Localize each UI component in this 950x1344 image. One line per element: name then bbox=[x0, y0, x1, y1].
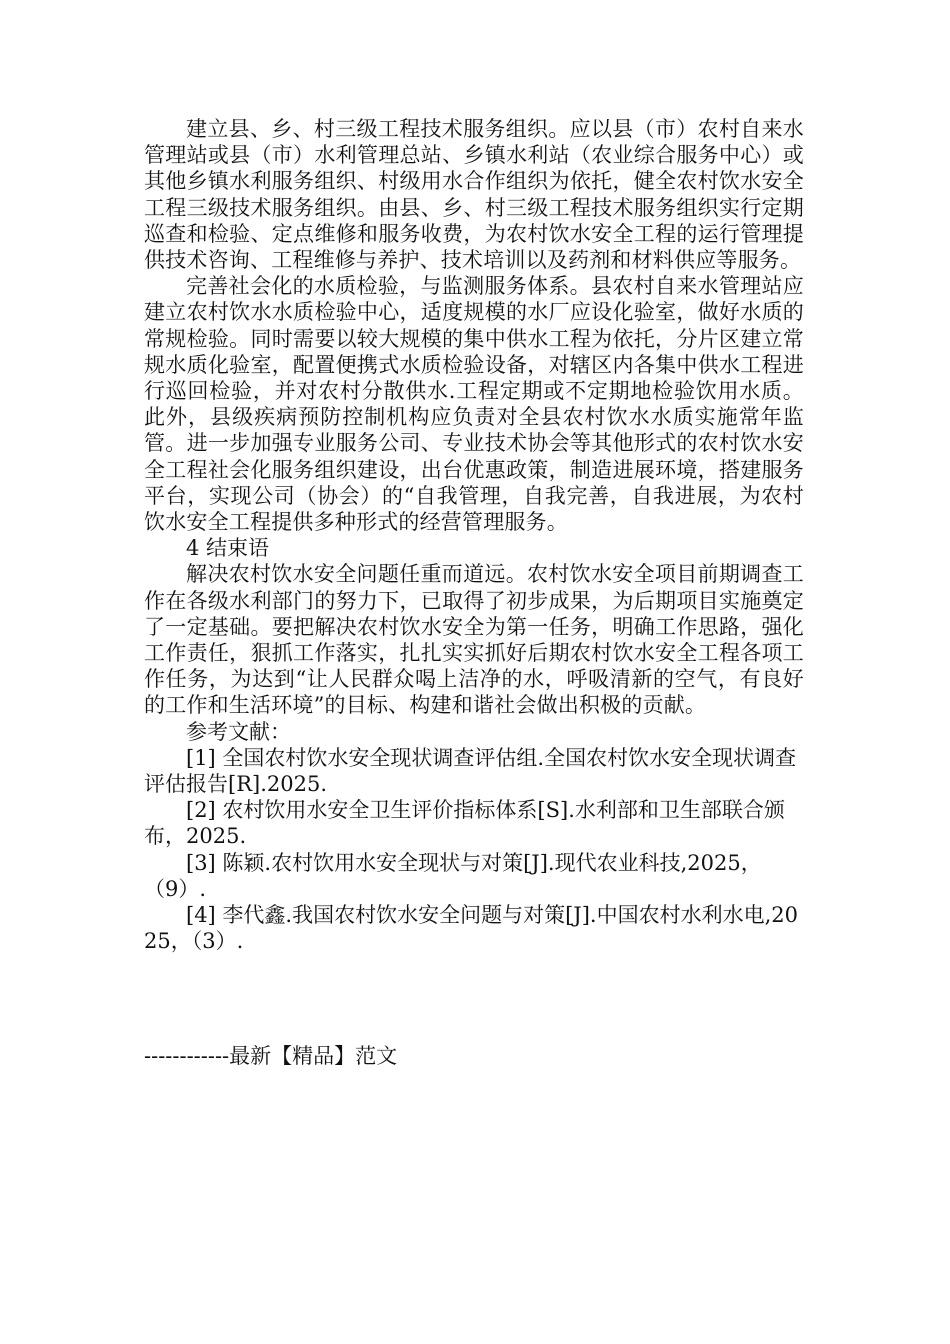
section-heading-conclusion: 4 结束语 bbox=[186, 536, 270, 561]
reference-item-4: [4] 李代鑫.我国农村饮水安全问题与对策[J].中国农村水利水电,2025，（3）. bbox=[144, 903, 798, 954]
reference-item-1: [1] 全国农村饮水安全现状调查评估组.全国农村饮水安全现状调查评估报告[R].2025. bbox=[144, 745, 797, 797]
reference-item-2: [2] 农村饮用水安全卫生评价指标体系[S].水利部和卫生部联合颁布，2025. bbox=[144, 798, 785, 849]
paragraph-conclusion: 解决农村饮水安全问题任重而道远。农村饮水安全项目前期调查工作在各级水利部门的努力下，已取得了初步成果，为后期项目实施奠定了一定基础。要把解决农村饮水安全为第一任务，明确工作思路，强化工作责任，狠抓工作落实，扎扎实实抓好后期农村饮水安全工程各项工作任务，为达到“让人民群众喝上洁净的水，呼吸清新的空气，有良好的工作和生活环境”的目标、构建和谐社会做出积极的贡献。 bbox=[144, 562, 804, 718]
document-body bbox=[144, 116, 804, 955]
page-footer: ------------最新【精品】范文 bbox=[144, 1044, 398, 1068]
references-title: 参考文献： bbox=[186, 719, 291, 744]
reference-item-3: [3] 陈颖.农村饮用水安全现状与对策[J].现代农业科技,2025，（9）. bbox=[144, 850, 762, 901]
paragraph-technical-service: 建立县、乡、村三级工程技术服务组织。应以县（市）农村自来水管理站或县（市）水利管理总站、乡镇水利站（农业综合服务中心）或其他乡镇水利服务组织、村级用水合作组织为依托，健全农村饮水安全工程三级技术服务组织。由县、乡、村三级工程技术服务组织实行定期巡查和检验、定点维修和服务收费，为农村饮水安全工程的运行管理提供技术咨询、工程维修与养护、技术培训以及药剂和材料供应等服务。 bbox=[144, 117, 804, 273]
paragraph-water-quality: 完善社会化的水质检验，与监测服务体系。县农村自来水管理站应建立农村饮水水质检验中心，适度规模的水厂应设化验室，做好水质的常规检验。同时需要以较大规模的集中供水工程为依托，分片区建立常规水质化验室，配置便携式水质检验设备，对辖区内各集中供水工程进行巡回检验，并对农村分散供水.工程定期或不定期地检验饮用水质。此外，县级疾病预防控制机构应负责对全县农村饮水水质实施常年监管。进一步加强专业服务公司、专业技术协会等其他形式的农村饮水安全工程社会化服务组织建设，出台优惠政策，制造进展环境，搭建服务平台，实现公司（协会）的“自我管理，自我完善，自我进展，为农村饮水安全工程提供多种形式的经营管理服务。 bbox=[144, 274, 804, 535]
